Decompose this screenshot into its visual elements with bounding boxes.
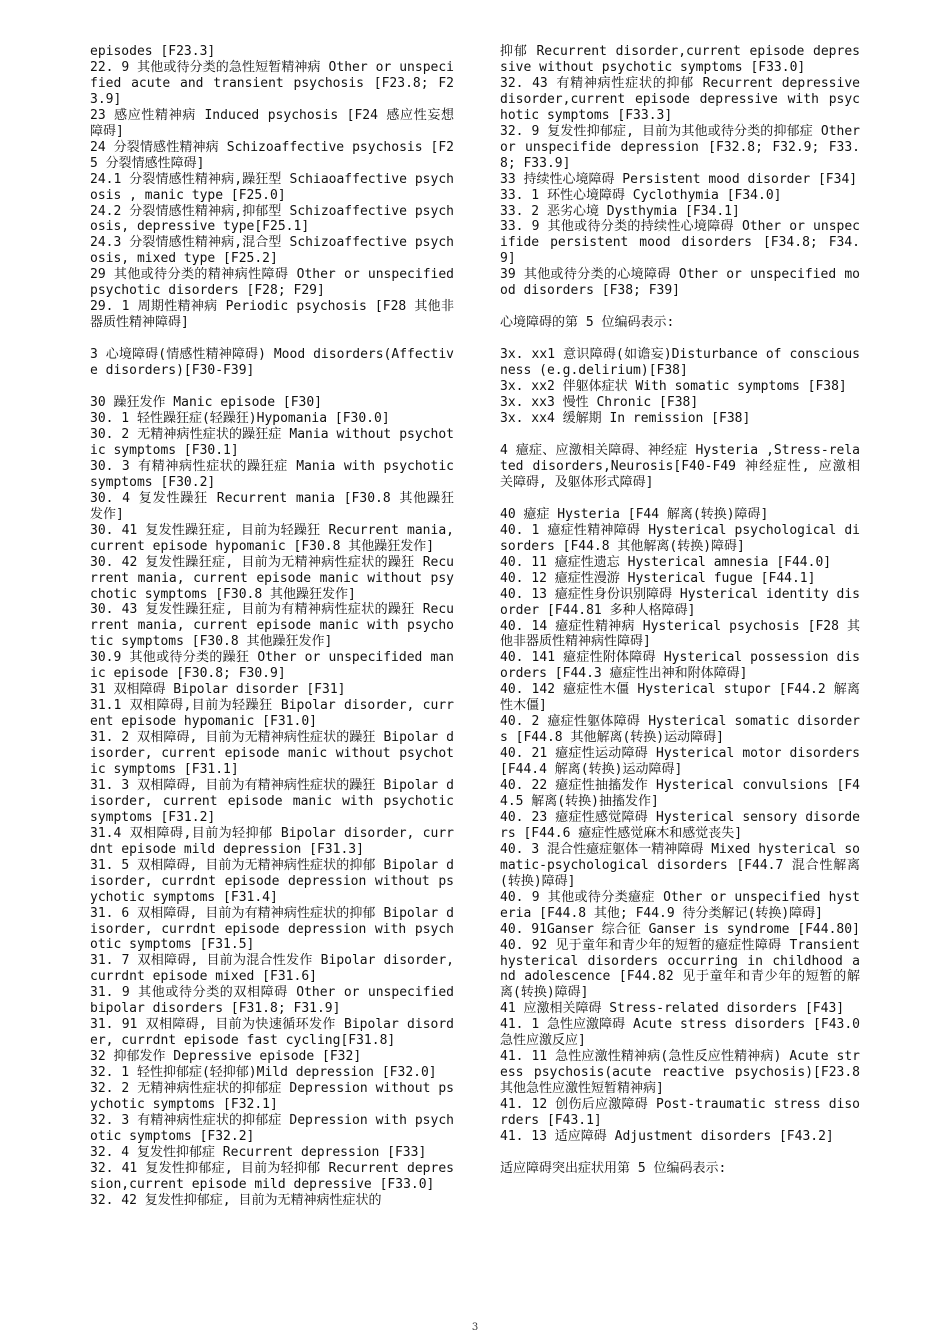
right-column-spacer — [500, 1145, 860, 1161]
right-column-spacer — [500, 491, 860, 507]
left-column-entry: 32. 2 无精神病性症状的抑郁症 Depression without psychotic symptoms [F32.1] — [90, 1081, 454, 1112]
right-column-spacer — [500, 299, 860, 315]
left-column-entry: episodes [F23.3] — [90, 44, 216, 59]
right-column-entry: 41. 13 适应障碍 Adjustment disorders [F43.2] — [500, 1129, 834, 1144]
right-column-entry: 40. 141 癔症性附体障碍 Hysterical possession disorders [F44.3 癔症性出神和附体障碍] — [500, 650, 860, 682]
right-column-entry: 40. 1 癔症性精神障碍 Hysterical psychological disorders [F44.8 其他解离(转换)障碍] — [500, 522, 860, 554]
left-column-entry: 30. 2 无精神病性症状的躁狂症 Mania without psychotic symptoms [F30.1] — [90, 426, 454, 458]
right-column-entry: 4 癔症、应激相关障碍、神经症 Hysteria ,Stress-related disorders,Neurosis[F40-F49 神经症性, 应激相关障碍, 及躯体形式障碍] — [500, 442, 860, 490]
left-column-spacer — [90, 379, 454, 395]
right-column-entry: 41. 12 创伤后应激障碍 Post-traumatic stress disorders [F43.1] — [500, 1097, 860, 1129]
page-number: 3 — [471, 1322, 479, 1333]
right-column-entry: 33. 1 环性心境障碍 Cyclothymia [F34.0] — [500, 187, 782, 203]
right-column-entry: 40. 23 癔症性感觉障碍 Hysterical sensory disorders [F44.6 癔症性感觉麻木和感觉丧失] — [500, 809, 860, 841]
right-column-entry: 40. 142 癔症性木僵 Hysterical stupor [F44.2 解离性木僵] — [500, 682, 860, 714]
left-column-entry: 30. 4 复发性躁狂 Recurrent mania [F30.8 其他躁狂发作] — [90, 490, 454, 522]
right-column-entry: 40. 3 混合性癔症躯体一精神障碍 Mixed hysterical somatic-psychological disorders [F44.7 混合性解离(转换)障碍] — [500, 841, 860, 889]
left-column-entry: 30. 43 复发性躁狂症, 目前为有精神病性症状的躁狂 Recurrent mania, current episode manic with psychotic symptoms [F30.8 其他躁狂发作] — [90, 602, 454, 650]
left-column-entry: 32 抑郁发作 Depressive episode [F32] — [90, 1049, 362, 1065]
left-column-entry: 3 心境障碍(情感性精神障碍) Mood disorders(Affective disorders)[F30-F39] — [90, 347, 454, 379]
right-column-entry: 41. 1 急性应激障碍 Acute stress disorders [F43.0 急性应激反应] — [500, 1017, 860, 1049]
right-column-entry: 40. 91Ganser 综合征 Ganser is syndrome [F44.80] — [500, 921, 860, 937]
left-column-entry: 31. 91 双相障碍, 目前为快速循环发作 Bipolar disorder, currdnt episode fast cycling[F31.8] — [90, 1017, 454, 1049]
right-column-entry: 40. 2 癔症性躯体障碍 Hysterical somatic disorders [F44.8 其他解离(转换)运动障碍] — [500, 714, 860, 746]
right-column-entry: 40 癔症 Hysteria [F44 解离(转换)障碍] — [500, 506, 769, 522]
right-column-entry: 41 应激相关障碍 Stress-related disorders [F43] — [500, 1001, 845, 1017]
left-column-entry: 31.1 双相障碍,目前为轻躁狂 Bipolar disorder, current episode hypomanic [F31.0] — [90, 698, 454, 730]
left-column-entry: 30. 41 复发性躁狂症, 目前为轻躁狂 Recurrent mania, current episode hypomanic [F30.8 其他躁狂发作] — [90, 522, 454, 554]
left-column-entry: 24 分裂情感性精神病 Schizoaffective psychosis [F25 分裂情感性障碍] — [90, 139, 454, 171]
right-column-entry: 心境障碍的第 5 位编码表示: — [500, 315, 675, 331]
left-column-entry: 32. 42 复发性抑郁症, 目前为无精神病性症状的 — [90, 1192, 382, 1208]
left-column-entry: 31. 5 双相障碍, 目前为无精神病性症状的抑郁 Bipolar disorder, currdnt episode depression without psychotic symptoms [F31.4] — [90, 857, 454, 905]
right-column-entry: 39 其他或待分类的心境障碍 Other or unspecified mood disorders [F38; F39] — [500, 267, 860, 299]
left-column-entry: 24.1 分裂情感性精神病,躁狂型 Schiaoaffective psychosis , manic type [F25.0] — [90, 171, 454, 203]
right-column-entry: 33. 9 其他或待分类的持续性心境障碍 Other or unspecifide persistent mood disorders [F34.8; F34.9] — [500, 219, 860, 267]
right-column-entry: 40. 13 癔症性身份识别障碍 Hysterical identity disorder [F44.81 多种人格障碍] — [500, 586, 860, 618]
left-column-entry: 31.4 双相障碍,目前为轻抑郁 Bipolar disorder, currdnt episode mild depression [F31.3] — [90, 825, 454, 857]
right-column-entry: 33 持续性心境障碍 Persistent mood disorder [F34] — [500, 171, 858, 187]
left-column-entry: 24.2 分裂情感性精神病,抑郁型 Schizoaffective psychosis, depressive type[F25.1] — [90, 203, 454, 235]
right-column-entry: 3x. xx3 慢性 Chronic [F38] — [500, 395, 699, 411]
right-column-entry: 适应障碍突出症状用第 5 位编码表示: — [500, 1160, 727, 1176]
left-column-entry: 30.9 其他或待分类的躁狂 Other or unspecifided manic episode [F30.8; F30.9] — [90, 650, 454, 682]
left-column-entry: 32. 41 复发性抑郁症, 目前为轻抑郁 Recurrent depression,current episode mild depressive [F33.0] — [90, 1160, 454, 1192]
right-column-entry: 40. 14 癔症性精神病 Hysterical psychosis [F28 其他非器质性精神病性障碍] — [500, 618, 860, 650]
right-column-entry: 33. 2 恶劣心境 Dysthymia [F34.1] — [500, 203, 740, 219]
right-column-entry: 32. 9 复发性抑郁症, 目前为其他或待分类的抑郁症 Other or unspecifide depression [F32.8; F32.9; F33.8; F33.9] — [500, 123, 860, 171]
left-column-entry: 31. 7 双相障碍, 目前为混合性发作 Bipolar disorder, currdnt episode mixed [F31.6] — [90, 953, 454, 985]
right-column-spacer — [500, 427, 860, 443]
left-column-spacer — [90, 331, 454, 347]
left-column-entry: 29. 1 周期性精神病 Periodic psychosis [F28 其他非器质性精神障碍] — [90, 299, 454, 331]
right-column-spacer — [500, 331, 860, 347]
left-column-entry: 30. 1 轻性躁狂症(轻躁狂)Hypomania [F30.0] — [90, 411, 390, 427]
left-column-entry: 22. 9 其他或待分类的急性短暂精神病 Other or unspecified acute and transient psychosis [F23.8; F23.9] — [90, 59, 454, 107]
left-column-entry: 30. 3 有精神病性症状的躁狂症 Mania with psychotic symptoms [F30.2] — [90, 458, 454, 490]
left-column-entry: 31. 3 双相障碍, 目前为有精神病性症状的躁狂 Bipolar disorder, current episode manic with psychotic symptoms [F31.2] — [90, 777, 454, 825]
left-column-entry: 31. 9 其他或待分类的双相障碍 Other or unspecified bipolar disorders [F31.8; F31.9] — [90, 985, 454, 1017]
right-column-entry: 抑郁 Recurrent disorder,current episode depressive without psychotic symptoms [F33.0] — [500, 44, 860, 75]
left-column-entry: 23 感应性精神病 Induced psychosis [F24 感应性妄想障碍] — [90, 107, 454, 139]
left-column-entry: 30. 42 复发性躁狂症, 目前为无精神病性症状的躁狂 Recurrent mania, current episode manic without psychotic symptoms [F30.8 其他躁狂发作] — [90, 554, 454, 602]
right-column-entry: 40. 12 癔症性漫游 Hysterical fugue [F44.1] — [500, 570, 816, 586]
left-column-entry: 31. 2 双相障碍, 目前为无精神病性症状的躁狂 Bipolar disorder, current episode manic without psychotic symptoms [F31.1] — [90, 730, 454, 777]
right-column-entry: 40. 21 癔症性运动障碍 Hysterical motor disorders [F44.4 解离(转换)运动障碍] — [500, 746, 860, 778]
left-column — [90, 44, 454, 1209]
right-column-entry: 40. 11 癔症性遗忘 Hysterical amnesia [F44.0] — [500, 554, 832, 570]
right-column-entry: 40. 92 见于童年和青少年的短暂的癔症性障碍 Transient hysterical disorders occurring in childhood and adolescence [F44.82 见于童年和青少年的短暂的解离(转换)障碍] — [500, 937, 860, 1001]
left-column-entry: 30 躁狂发作 Manic episode [F30] — [90, 395, 323, 411]
right-column-entry: 32. 43 有精神病性症状的抑郁 Recurrent depressive disorder,current episode depressive with psychotic symptoms [F33.3] — [500, 75, 860, 123]
right-column-entry: 3x. xx1 意识障碍(如谵妄)Disturbance of consciousness (e.g.delirium)[F38] — [500, 347, 860, 379]
left-column-entry: 32. 4 复发性抑郁症 Recurrent depression [F33] — [90, 1144, 427, 1160]
left-column-entry: 32. 3 有精神病性症状的抑郁症 Depression with psychotic symptoms [F32.2] — [90, 1112, 454, 1144]
right-column-entry: 3x. xx2 伴躯体症状 With somatic symptoms [F38] — [500, 379, 847, 395]
right-column — [500, 44, 860, 1177]
right-column-entry: 41. 11 急性应激性精神病(急性反应性精神病) Acute stress psychosis(acute reactive psychosis)[F23.8 其他急性应激性短暂精神病] — [500, 1049, 860, 1097]
right-column-entry: 40. 22 癔症性抽搐发作 Hysterical convulsions [F44.5 解离(转换)抽搐发作] — [500, 778, 860, 809]
left-column-entry: 24.3 分裂情感性精神病,混合型 Schizoaffective psychosis, mixed type [F25.2] — [90, 235, 454, 267]
left-column-entry: 29 其他或待分类的精神病性障碍 Other or unspecified psychotic disorders [F28; F29] — [90, 267, 454, 299]
left-column-entry: 32. 1 轻性抑郁症(轻抑郁)Mild depression [F32.0] — [90, 1065, 437, 1081]
right-column-entry: 40. 9 其他或待分类癔症 Other or unspecified hysteria [F44.8 其他; F44.9 待分类解记(转换)障碍] — [500, 889, 860, 921]
left-column-entry: 31. 6 双相障碍, 目前为有精神病性症状的抑郁 Bipolar disorder, currdnt episode depression with psychotic symptoms [F31.5] — [90, 905, 454, 953]
right-column-entry: 3x. xx4 缓解期 In remission [F38] — [500, 411, 751, 427]
left-column-entry: 31 双相障碍 Bipolar disorder [F31] — [90, 682, 346, 698]
